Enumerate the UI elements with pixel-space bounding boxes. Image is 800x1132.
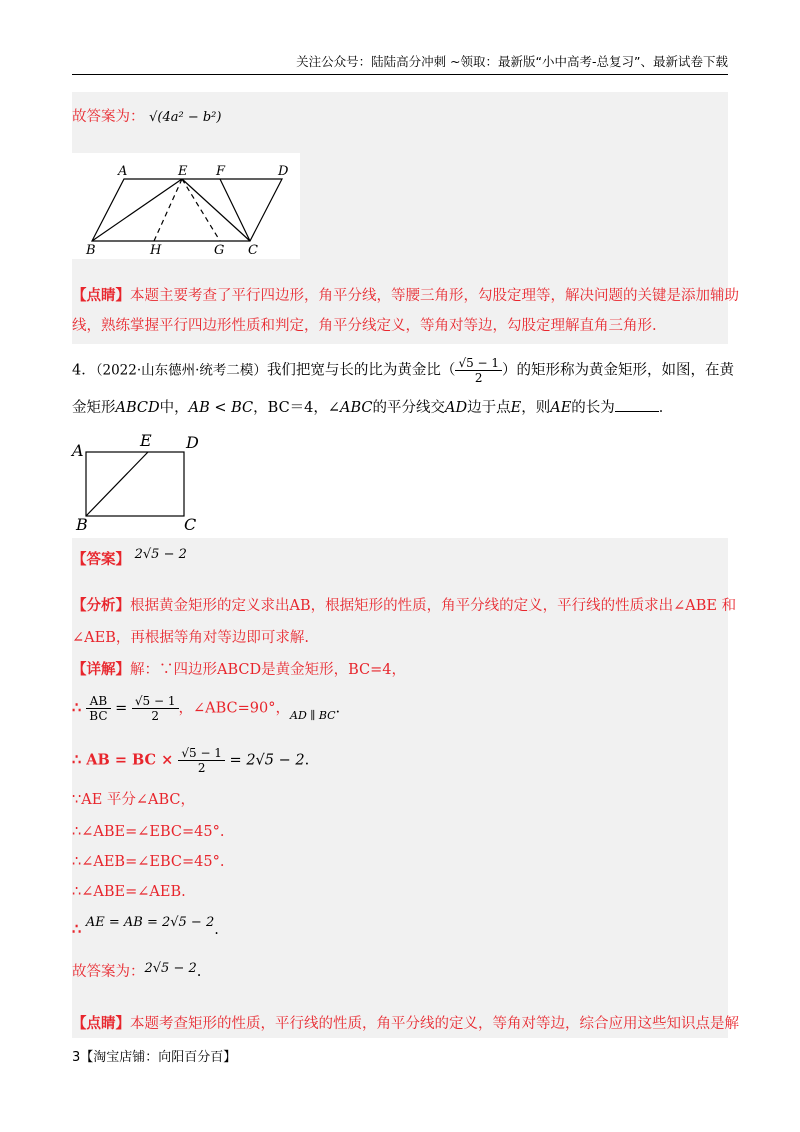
page-footer: 3【淘宝店铺：向阳百分百】 (72, 1050, 237, 1065)
detail-line2: ∴ $\frac{AB}{BC}$ = $\frac{√5 - 1}{2}$ ，∠ABC=90°，$_{AD \parallel BC}$. (72, 694, 341, 723)
dianjing2-line: 【点睛】本题考查矩形的性质，平行线的性质，角平分线的定义，等角对等边，综合应用这些知识点是解 (72, 1015, 739, 1032)
detail-line8: ∴ AE = AB = 2√5 − 2. (72, 915, 219, 938)
answer-blank (615, 397, 659, 412)
golden-ratio: $\frac{√5 - 1}{2}$ (455, 356, 502, 385)
label-h: H (150, 243, 162, 258)
prev-dianjing-line1: 【点睛】本题主要考查了平行四边形，角平分线，等腰三角形，勾股定理等，解决问题的关键是添加辅助 (72, 287, 739, 304)
detail-line3: ∴ AB = BC × $\frac{√5 - 1}{2}$ = 2√5 − 2. (72, 746, 310, 775)
label-b: B (86, 243, 96, 258)
q4-line2: 金矩形ABCD中，AB < BC，BC＝4，∠ABC的平分线交AD边于点E，则AE的长为 ． (72, 397, 673, 418)
label-f: F (216, 164, 226, 179)
detail-line7: ∴∠ABE=∠AEB. (72, 884, 186, 900)
page-header: 关注公众号：陆陆高分冲刺 ~领取：最新版“小中高考-总复习”、最新试卷下载 (72, 52, 728, 75)
answer-label: 故答案为： (72, 109, 145, 125)
q4-figure (68, 432, 208, 532)
q4-line1: 4．（2022·山东德州·统考二模）我们把宽与长的比为黄金比（ $\frac{√5 - 1}{2}$ ）的矩形称为黄金矩形，如图，在黄 (72, 356, 735, 385)
label-g: G (214, 243, 225, 258)
answer-row: 【答案】 2√5 − 2 (72, 547, 187, 568)
parallelogram-figure (72, 153, 300, 259)
label-e: E (140, 432, 152, 450)
detail-line1: 【详解】解：∵四边形ABCD是黄金矩形，BC=4， (72, 661, 407, 678)
label-d: D (278, 164, 289, 179)
detail-line5: ∴∠ABE=∠EBC=45°. (72, 824, 225, 840)
label-d: D (186, 433, 199, 452)
prev-answer (72, 107, 221, 128)
detail-line6: ∴∠AEB=∠EBC=45°. (72, 854, 225, 870)
detail-line4: ∵AE 平分∠ABC， (72, 792, 196, 808)
answer-math: √(4a² − b²) (149, 110, 222, 125)
final-answer: 故答案为：2√5 − 2. (72, 961, 202, 980)
golden-rectangle-figure (68, 432, 208, 532)
label-b: B (76, 515, 88, 532)
prev-figure (72, 153, 300, 259)
analysis-line2: ∠AEB，再根据等角对等边即可求解. (72, 630, 309, 646)
label-a: A (72, 441, 84, 460)
label-c: C (184, 515, 197, 532)
label-e: E (178, 164, 188, 179)
label-c: C (248, 243, 258, 258)
answer-value: 2√5 − 2 (134, 547, 187, 562)
prev-dianjing-line2: 线，熟练掌握平行四边形性质和判定，角平分线定义，等角对等边，勾股定理解直角三角形. (72, 318, 657, 334)
label-a: A (118, 164, 128, 179)
analysis-line1: 【分析】根据黄金矩形的定义求出AB，根据矩形的性质，角平分线的定义，平行线的性质求出∠ABE 和 (72, 597, 737, 614)
